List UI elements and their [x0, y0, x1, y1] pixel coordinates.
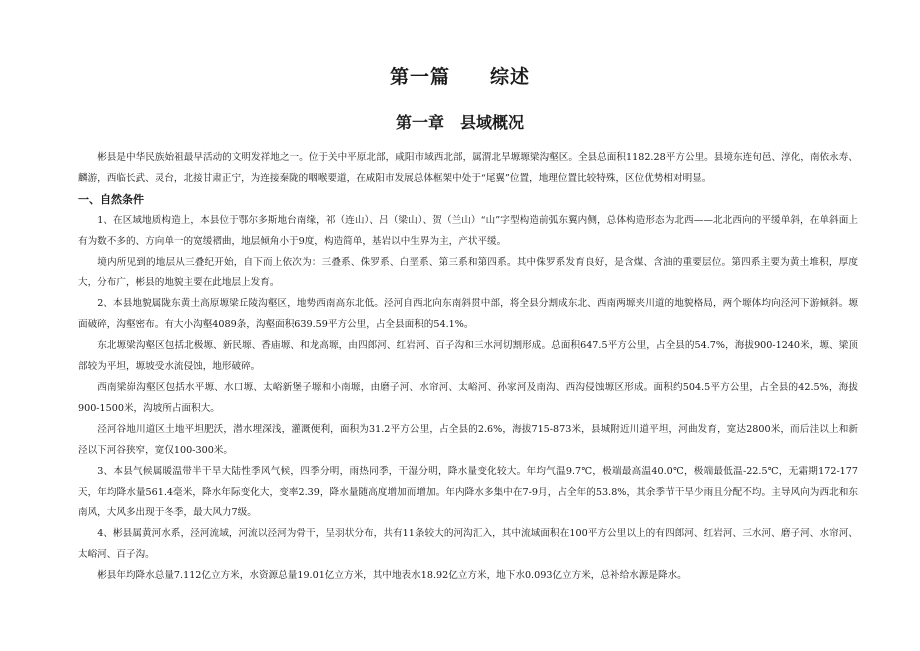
- paragraph-river-valley: 泾河谷地川道区土地平坦肥沃，潜水埋深浅，灌溉便利，面积为31.2平方公里，占全县的2.6%，海拔715-873米，县城附近川道平坦，河曲发育，宽达2800米，而后洼以上和新泾以下河谷狭窄，宽仅100-300米。: [78, 423, 858, 456]
- paragraph-geology: 1、在区域地质构造上，本县位于鄂尔多斯地台南缘，祁（连山）、吕（梁山）、贺（兰山）“山”字型构造前弧东翼内侧，总体构造形态为北西——北北西向的平缓单斜，在单斜面上有为数不多的、方向单一的宽缓褶曲，地层倾角小于9度，构造简单，基岩以中生界为主，产状平缓。: [78, 214, 858, 247]
- paragraph-strata: 境内所见到的地层从三叠纪开始，自下而上依次为：三叠系、侏罗系、白垩系、第三系和第四系。其中侏罗系发育良好，是含煤、含油的重要层位。第四系主要为黄土堆积，厚度大，分布广，彬县的地貌主要在此地层上发育。: [78, 256, 858, 289]
- paragraph-southwest-region: 西南梁峁沟壑区包括水平塬、水口塬、太峪新堡子塬和小南塬，由磨子河、水帘河、太峪河、孙家河及南沟、西沟侵蚀塬区形成。面积约504.5平方公里，占全县的42.5%，海拔900-1500米，沟坡所占面积大。: [78, 381, 858, 414]
- part-title: 第一篇 综述: [389, 66, 530, 88]
- chapter-title: 第一章 县域概况: [395, 113, 524, 132]
- paragraph-northeast-region: 东北塬梁沟壑区包括北极塬、新民塬、香庙塬、和龙高塬，由四郎河、红岩河、百子沟和三水河切割形成。总面积647.5平方公里，占全县的54.7%，海拔900-1240米，塬、梁顶部较为平坦，塬坡受水流侵蚀，地形破碎。: [78, 340, 858, 373]
- document-body: [78, 148, 858, 587]
- paragraph-water-resources: 彬县年均降水总量7.112亿立方米，水资源总量19.01亿立方米，其中地表水18.92亿立方米，地下水0.093亿立方米，总补给水源是降水。: [97, 570, 687, 582]
- paragraph-landform: 2、本县地貌属陇东黄土高原塬梁丘陵沟壑区，地势西南高东北低。泾河自西北向东南斜贯中部，将全县分割成东北、西南两塬夹川道的地貌格局，两个塬体均向泾河下游倾斜。塬面破碎，沟壑密布。有大小沟壑4089条，沟壑面积639.59平方公里，占全县面积的54.1%。: [78, 298, 858, 331]
- paragraph-water-system: 4、彬县属黄河水系，泾河流域，河流以泾河为骨干，呈羽状分布，共有11条较大的河沟汇入，其中流域面积在100平方公里以上的有四郎河、红岩河、三水河、磨子河、水帘河、太峪河、百子沟。: [78, 528, 858, 561]
- section-heading: 一、自然条件: [78, 192, 144, 206]
- intro-paragraph: 彬县是中华民族始祖最早活动的文明发祥地之一。位于关中平原北部，咸阳市域西北部，属渭北旱塬塬梁沟壑区。全县总面积1182.28平方公里。县境东连旬邑、淳化，南依永寿、麟游，西临长武、灵台，北接甘肃正宁，为连接秦陇的咽喉要道，在咸阳市发展总体框架中处于“尾翼”位置，地理位置比较特殊，区位优势相对明显。: [78, 152, 858, 184]
- paragraph-climate: 3、本县气候属暖温带半干旱大陆性季风气候，四季分明，雨热同季，干湿分明，降水量变化较大。年均气温9.7℃，极端最高温40.0℃，极端最低温-22.5℃，无霜期172-177天，年均降水量561.4毫米，降水年际变化大，变率2.39，降水量随高度增加而增加。年内降水多集中在7-9月，占全年的53.8%，其余季节干旱少雨且分配不均。主导风向为西北和东南风，大风多出现于冬季，最大风力7级。: [78, 465, 858, 519]
